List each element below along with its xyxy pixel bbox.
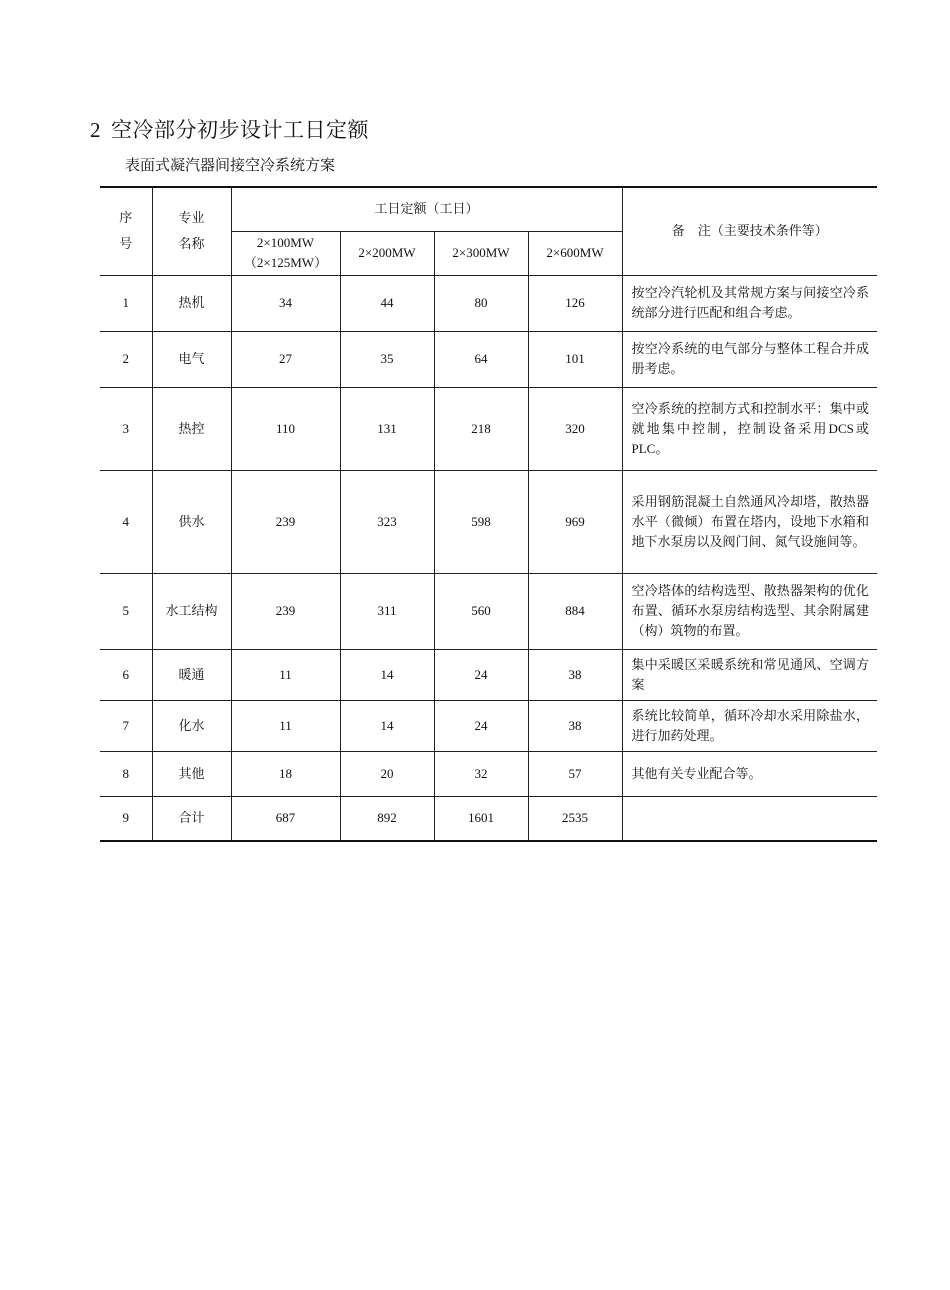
cell-value: 14: [340, 700, 434, 751]
cell-specialty: 热控: [152, 387, 231, 470]
cell-note: 按空冷系统的电气部分与整体工程合并成册考虑。: [622, 331, 877, 387]
header-col-2x300mw: 2×300MW: [434, 231, 528, 275]
cell-value: 320: [528, 387, 622, 470]
cell-value: 38: [528, 649, 622, 700]
cell-value: 239: [231, 470, 340, 573]
header-col-2x200mw: 2×200MW: [340, 231, 434, 275]
header-col-2x600mw: 2×600MW: [528, 231, 622, 275]
cell-value: 598: [434, 470, 528, 573]
cell-seq: 1: [100, 275, 152, 331]
cell-value: 2535: [528, 796, 622, 841]
cell-seq: 9: [100, 796, 152, 841]
workday-quota-table: [100, 186, 877, 842]
section-number: 2: [90, 118, 101, 142]
cell-value: 687: [231, 796, 340, 841]
table-row: [100, 331, 877, 387]
cell-note: 采用钢筋混凝土自然通风冷却塔，散热器水平（微倾）布置在塔内，设地下水箱和地下水泵房以及阀门间、氮气设施间等。: [622, 470, 877, 573]
cell-specialty: 合计: [152, 796, 231, 841]
cell-value: 11: [231, 700, 340, 751]
cell-value: 560: [434, 573, 528, 649]
cell-specialty: 水工结构: [152, 573, 231, 649]
cell-value: 35: [340, 331, 434, 387]
cell-value: 884: [528, 573, 622, 649]
cell-note: 按空冷汽轮机及其常规方案与间接空冷系统部分进行匹配和组合考虑。: [622, 275, 877, 331]
cell-value: 1601: [434, 796, 528, 841]
cell-value: 131: [340, 387, 434, 470]
cell-seq: 3: [100, 387, 152, 470]
cell-note: 空冷系统的控制方式和控制水平：集中或就地集中控制，控制设备采用DCS或PLC。: [622, 387, 877, 470]
cell-seq: 4: [100, 470, 152, 573]
table-row: [100, 700, 877, 751]
header-specialty: 专业 名称: [152, 187, 231, 275]
cell-specialty: 化水: [152, 700, 231, 751]
table-row: [100, 387, 877, 470]
cell-value: 969: [528, 470, 622, 573]
table-caption: 表面式凝汽器间接空冷系统方案: [125, 158, 336, 174]
table-row: [100, 275, 877, 331]
section-heading: [90, 114, 369, 144]
cell-value: 11: [231, 649, 340, 700]
cell-value: 323: [340, 470, 434, 573]
cell-note: 系统比较简单，循环冷却水采用除盐水，进行加药处理。: [622, 700, 877, 751]
cell-value: 24: [434, 700, 528, 751]
cell-seq: 2: [100, 331, 152, 387]
cell-seq: 8: [100, 751, 152, 796]
cell-specialty: 其他: [152, 751, 231, 796]
table-row: [100, 573, 877, 649]
table-row: [100, 470, 877, 573]
cell-value: 126: [528, 275, 622, 331]
cell-value: 64: [434, 331, 528, 387]
header-note: 备 注（主要技术条件等）: [622, 187, 877, 275]
cell-seq: 7: [100, 700, 152, 751]
cell-seq: 6: [100, 649, 152, 700]
cell-value: 311: [340, 573, 434, 649]
header-quota-group: 工日定额（工日）: [231, 187, 622, 231]
cell-specialty: 热机: [152, 275, 231, 331]
cell-value: 20: [340, 751, 434, 796]
cell-value: 44: [340, 275, 434, 331]
cell-specialty: 电气: [152, 331, 231, 387]
cell-seq: 5: [100, 573, 152, 649]
cell-value: 32: [434, 751, 528, 796]
cell-value: 38: [528, 700, 622, 751]
table-row: [100, 796, 877, 841]
cell-value: 57: [528, 751, 622, 796]
cell-note: 其他有关专业配合等。: [622, 751, 877, 796]
cell-value: 24: [434, 649, 528, 700]
cell-value: 110: [231, 387, 340, 470]
cell-value: 239: [231, 573, 340, 649]
cell-note: [622, 796, 877, 841]
cell-value: 892: [340, 796, 434, 841]
cell-note: 集中采暖区采暖系统和常见通风、空调方案: [622, 649, 877, 700]
cell-value: 27: [231, 331, 340, 387]
cell-value: 14: [340, 649, 434, 700]
cell-value: 101: [528, 331, 622, 387]
table-row: [100, 649, 877, 700]
cell-note: 空冷塔体的结构选型、散热器架构的优化布置、循环水泵房结构选型、其余附属建（构）筑物的布置。: [622, 573, 877, 649]
cell-value: 34: [231, 275, 340, 331]
cell-specialty: 暖通: [152, 649, 231, 700]
cell-value: 80: [434, 275, 528, 331]
cell-value: 18: [231, 751, 340, 796]
cell-value: 218: [434, 387, 528, 470]
section-title: 空冷部分初步设计工日定额: [111, 118, 369, 142]
table-row: [100, 751, 877, 796]
table-header-row-1: [100, 187, 877, 231]
header-col-2x100mw: 2×100MW （2×125MW）: [231, 231, 340, 275]
header-seq: 序 号: [100, 187, 152, 275]
cell-specialty: 供水: [152, 470, 231, 573]
